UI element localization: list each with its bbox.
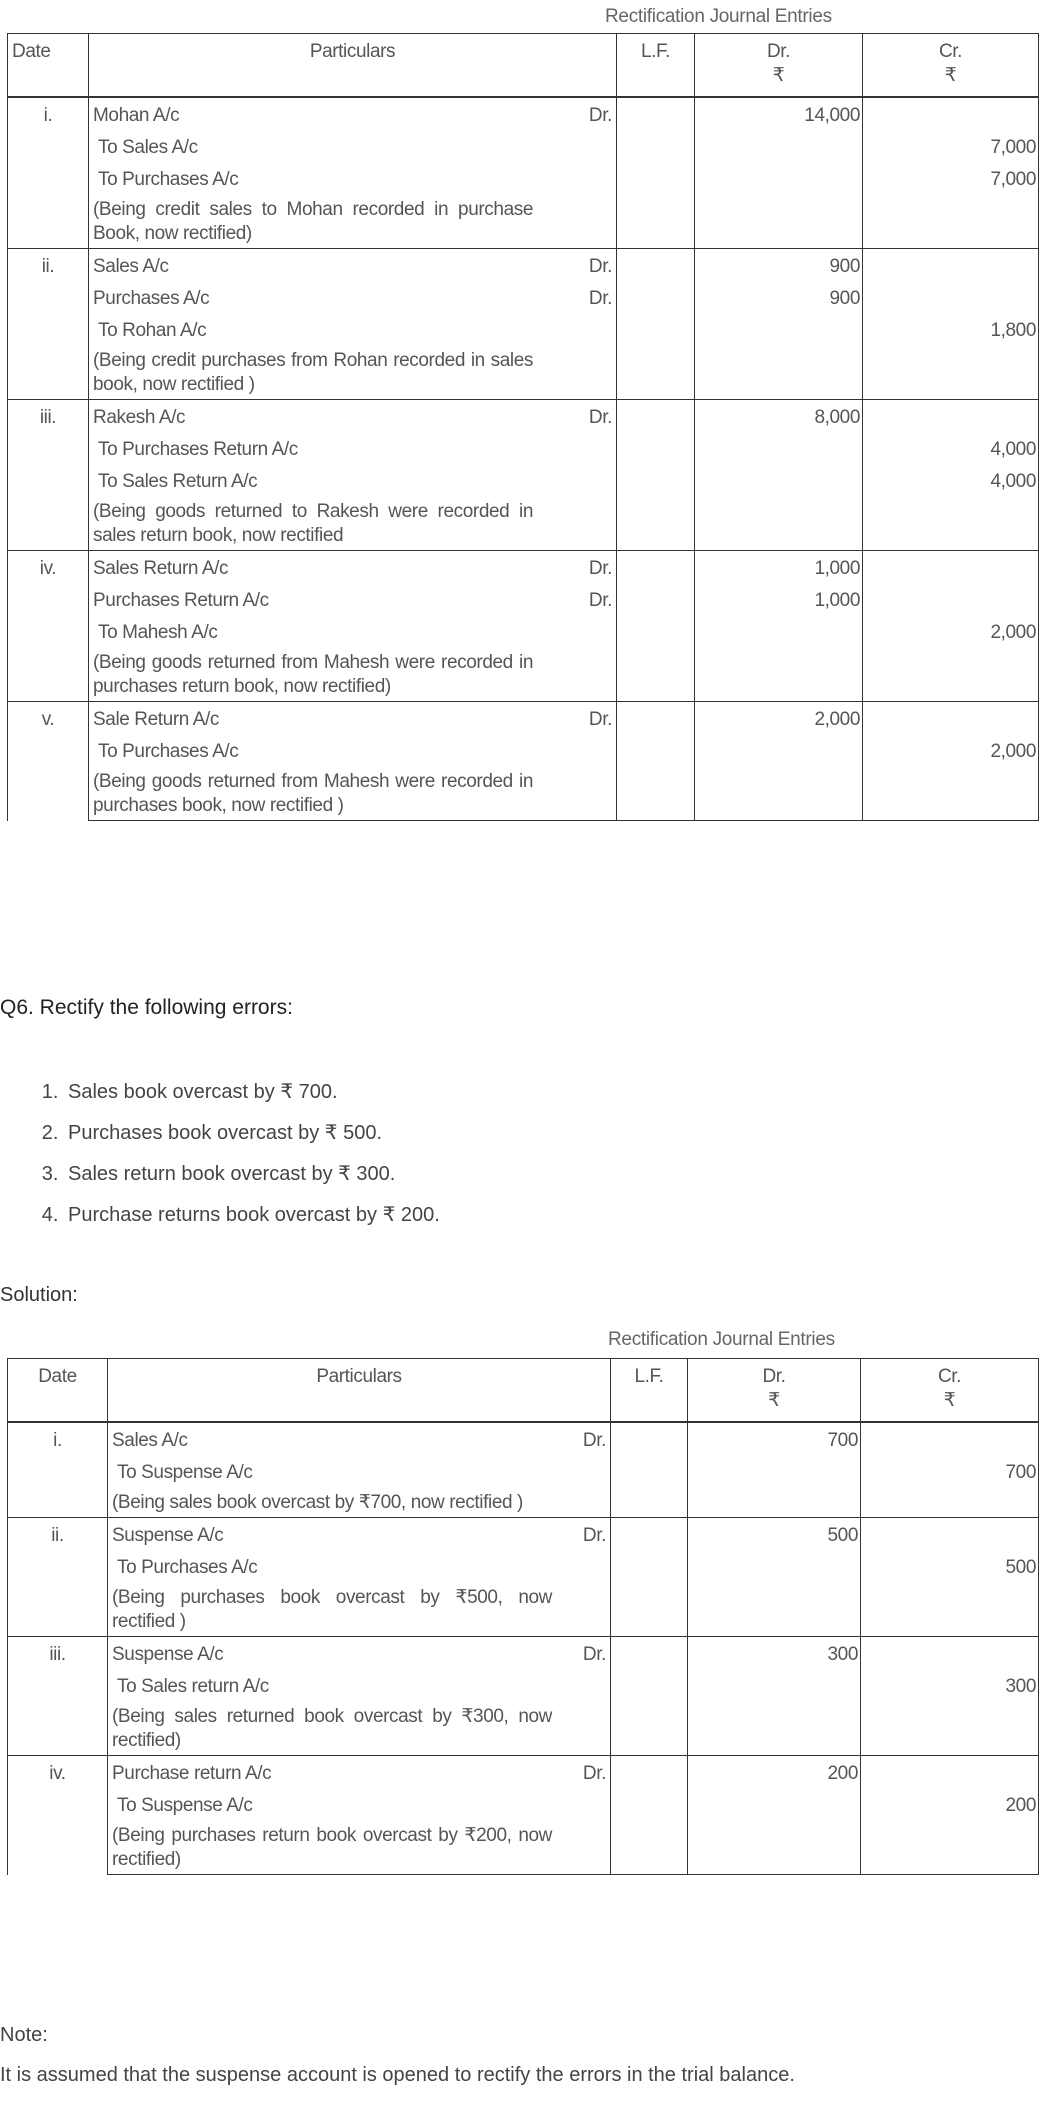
debit-amount: 14,000	[695, 97, 863, 134]
credit-amount	[861, 1422, 1039, 1459]
credit-amount: 7,000	[863, 134, 1039, 166]
table-row	[8, 587, 1039, 619]
particulars-cell	[89, 249, 617, 286]
debit-amount	[695, 436, 863, 468]
dr-mark: Dr.	[582, 1763, 606, 1784]
debit-cell	[688, 1824, 861, 1875]
dr-mark: Dr.	[588, 407, 612, 428]
debit-amount	[695, 317, 863, 349]
error-item: 3. Sales return book overcast by ₹ 300.	[64, 1154, 440, 1195]
entry-date: ii.	[8, 249, 89, 400]
credit-amount	[863, 249, 1039, 286]
account-name: Suspense A/c	[112, 1525, 224, 1546]
particulars-cell	[108, 1422, 611, 1459]
debit-cell	[695, 770, 863, 821]
debit-amount: 500	[688, 1518, 861, 1555]
dr-mark: Dr.	[588, 709, 612, 730]
table1-caption: Rectification Journal Entries	[605, 6, 832, 27]
account-name: Sales Return A/c	[93, 558, 229, 579]
lf-cell	[611, 1824, 688, 1875]
particulars-cell	[89, 97, 617, 134]
header-dr-label: Dr.	[766, 41, 791, 62]
debit-amount: 8,000	[695, 400, 863, 437]
narration-cell	[108, 1491, 611, 1518]
lf-cell	[617, 551, 695, 588]
narration-row	[8, 1491, 1039, 1518]
credit-amount: 1,800	[863, 317, 1039, 349]
particulars-cell	[108, 1673, 611, 1705]
narration-cell	[108, 1586, 611, 1637]
lf-cell	[617, 249, 695, 286]
table-row	[8, 1459, 1039, 1491]
narration: (Being goods returned from Mahesh were recorded in purchases book, now rectified )	[93, 771, 533, 816]
lf-cell	[617, 619, 695, 651]
dr-mark: Dr.	[588, 105, 612, 126]
debit-amount	[695, 134, 863, 166]
table-row	[8, 738, 1039, 770]
lf-cell	[611, 1586, 688, 1637]
credit-amount: 700	[861, 1459, 1039, 1491]
header-cr	[863, 34, 1039, 98]
narration: (Being sales returned book overcast by ₹300, now rectified)	[112, 1706, 552, 1751]
error-item: 1. Sales book overcast by ₹ 700.	[64, 1072, 440, 1113]
credit-cell	[863, 770, 1039, 821]
debit-amount: 2,000	[695, 702, 863, 739]
narration-cell	[89, 770, 617, 821]
table-row	[8, 702, 1039, 739]
lf-cell	[611, 1673, 688, 1705]
table-row	[8, 1792, 1039, 1824]
lf-cell	[617, 285, 695, 317]
journal-entry	[8, 1637, 1039, 1756]
lf-cell	[617, 500, 695, 551]
lf-cell	[611, 1792, 688, 1824]
particulars-cell	[89, 468, 617, 500]
account-name: To Suspense A/c	[117, 1462, 253, 1483]
account-name: Purchases A/c	[93, 288, 210, 309]
dr-mark: Dr.	[588, 590, 612, 611]
particulars-cell	[108, 1518, 611, 1555]
narration-cell	[89, 198, 617, 249]
table-row	[8, 619, 1039, 651]
account-name: To Sales A/c	[98, 137, 198, 158]
entry-date: ii.	[8, 1518, 108, 1637]
debit-cell	[695, 198, 863, 249]
narration: (Being goods returned from Mahesh were recorded in purchases return book, now rectified)	[93, 652, 533, 697]
header-dr	[695, 34, 863, 98]
account-name: Rakesh A/c	[93, 407, 186, 428]
particulars-cell	[89, 400, 617, 437]
narration: (Being sales book overcast by ₹700, now rectified )	[112, 1492, 523, 1513]
lf-cell	[617, 436, 695, 468]
narration-cell	[108, 1824, 611, 1875]
debit-amount: 300	[688, 1637, 861, 1674]
table-row	[8, 1756, 1039, 1793]
debit-amount	[688, 1459, 861, 1491]
credit-amount: 4,000	[863, 468, 1039, 500]
credit-amount: 4,000	[863, 436, 1039, 468]
particulars-cell	[89, 317, 617, 349]
credit-cell	[861, 1824, 1039, 1875]
table-row	[8, 400, 1039, 437]
lf-cell	[617, 198, 695, 249]
lf-cell	[617, 738, 695, 770]
debit-cell	[688, 1491, 861, 1518]
credit-amount: 200	[861, 1792, 1039, 1824]
particulars-cell	[108, 1756, 611, 1793]
header-lf: L.F.	[611, 1359, 688, 1423]
debit-amount	[695, 468, 863, 500]
lf-cell	[617, 134, 695, 166]
table2-caption: Rectification Journal Entries	[608, 1329, 835, 1350]
journal-entry	[8, 249, 1039, 400]
dr-mark: Dr.	[582, 1430, 606, 1451]
credit-cell	[863, 349, 1039, 400]
header-cr	[861, 1359, 1039, 1423]
credit-amount: 2,000	[863, 619, 1039, 651]
credit-amount: 7,000	[863, 166, 1039, 198]
particulars-cell	[89, 285, 617, 317]
entry-date: iii.	[8, 400, 89, 551]
table-row	[8, 1518, 1039, 1555]
narration-cell	[89, 349, 617, 400]
account-name: To Mahesh A/c	[98, 622, 218, 643]
narration-row	[8, 1586, 1039, 1637]
header-date: Date	[8, 34, 89, 98]
credit-amount	[861, 1518, 1039, 1555]
lf-cell	[611, 1554, 688, 1586]
debit-amount: 200	[688, 1756, 861, 1793]
lf-cell	[617, 468, 695, 500]
entry-date: iv.	[8, 551, 89, 702]
header-cr-label: Cr.	[938, 41, 963, 62]
debit-amount	[695, 619, 863, 651]
account-name: To Purchases A/c	[98, 169, 239, 190]
rupee-symbol: ₹	[943, 1390, 956, 1411]
narration-row	[8, 500, 1039, 551]
particulars-cell	[108, 1792, 611, 1824]
error-item: 4. Purchase returns book overcast by ₹ 200.	[64, 1195, 440, 1236]
narration-row	[8, 651, 1039, 702]
solution-label: Solution:	[0, 1284, 78, 1306]
error-list	[24, 1072, 440, 1236]
debit-cell	[695, 500, 863, 551]
narration: (Being purchases return book overcast by ₹200, now rectified)	[112, 1825, 552, 1870]
particulars-cell	[89, 587, 617, 619]
dr-mark: Dr.	[588, 288, 612, 309]
journal-entry	[8, 551, 1039, 702]
note-label: Note:	[0, 2024, 48, 2046]
account-name: To Sales return A/c	[117, 1676, 269, 1697]
narration-row	[8, 198, 1039, 249]
debit-amount	[695, 166, 863, 198]
table-header-row	[8, 1359, 1039, 1423]
debit-amount	[688, 1673, 861, 1705]
account-name: To Purchases Return A/c	[98, 439, 298, 460]
debit-amount: 900	[695, 249, 863, 286]
account-name: Sale Return A/c	[93, 709, 220, 730]
lf-cell	[617, 317, 695, 349]
table-row	[8, 1637, 1039, 1674]
table-row	[8, 285, 1039, 317]
narration: (Being credit purchases from Rohan recorded in sales book, now rectified )	[93, 350, 533, 395]
table-row	[8, 551, 1039, 588]
credit-amount	[863, 551, 1039, 588]
credit-amount	[863, 400, 1039, 437]
journal-entry	[8, 1518, 1039, 1637]
credit-amount	[863, 702, 1039, 739]
narration-row	[8, 770, 1039, 821]
credit-amount: 500	[861, 1554, 1039, 1586]
header-cr-label: Cr.	[937, 1366, 962, 1387]
table-row	[8, 468, 1039, 500]
table-row	[8, 317, 1039, 349]
account-name: Suspense A/c	[112, 1644, 224, 1665]
narration: (Being goods returned to Rakesh were recorded in sales return book, now rectified	[93, 501, 533, 546]
dr-mark: Dr.	[588, 256, 612, 277]
particulars-cell	[108, 1554, 611, 1586]
table-row	[8, 134, 1039, 166]
error-item: 2. Purchases book overcast by ₹ 500.	[64, 1113, 440, 1154]
header-dr	[688, 1359, 861, 1423]
debit-amount: 1,000	[695, 587, 863, 619]
debit-amount: 1,000	[695, 551, 863, 588]
lf-cell	[617, 702, 695, 739]
lf-cell	[611, 1756, 688, 1793]
dr-mark: Dr.	[582, 1644, 606, 1665]
particulars-cell	[108, 1637, 611, 1674]
header-particulars: Particulars	[108, 1359, 611, 1423]
credit-amount	[863, 97, 1039, 134]
narration-row	[8, 1824, 1039, 1875]
account-name: Sales A/c	[112, 1430, 188, 1451]
header-particulars: Particulars	[89, 34, 617, 98]
entry-date: iii.	[8, 1637, 108, 1756]
debit-cell	[695, 349, 863, 400]
credit-amount	[861, 1756, 1039, 1793]
lf-cell	[611, 1491, 688, 1518]
debit-cell	[688, 1705, 861, 1756]
journal-entry	[8, 400, 1039, 551]
account-name: Purchases Return A/c	[93, 590, 269, 611]
debit-amount	[688, 1792, 861, 1824]
particulars-cell	[89, 134, 617, 166]
credit-amount	[863, 285, 1039, 317]
particulars-cell	[108, 1459, 611, 1491]
debit-cell	[695, 651, 863, 702]
debit-amount	[688, 1554, 861, 1586]
narration-cell	[89, 500, 617, 551]
table-row	[8, 166, 1039, 198]
lf-cell	[611, 1705, 688, 1756]
particulars-cell	[89, 738, 617, 770]
credit-cell	[863, 500, 1039, 551]
lf-cell	[617, 400, 695, 437]
dr-mark: Dr.	[582, 1525, 606, 1546]
rupee-symbol: ₹	[772, 65, 785, 86]
narration-row	[8, 349, 1039, 400]
credit-cell	[861, 1491, 1039, 1518]
credit-cell	[861, 1705, 1039, 1756]
account-name: Purchase return A/c	[112, 1763, 272, 1784]
journal-entry	[8, 1756, 1039, 1875]
header-dr-label: Dr.	[762, 1366, 786, 1387]
lf-cell	[617, 770, 695, 821]
debit-amount: 700	[688, 1422, 861, 1459]
account-name: To Rohan A/c	[98, 320, 207, 341]
table-row	[8, 1422, 1039, 1459]
lf-cell	[611, 1459, 688, 1491]
lf-cell	[617, 97, 695, 134]
rupee-symbol: ₹	[768, 1390, 780, 1411]
journal-entry	[8, 1422, 1039, 1518]
account-name: To Purchases A/c	[98, 741, 239, 762]
particulars-cell	[89, 702, 617, 739]
credit-amount	[861, 1637, 1039, 1674]
credit-amount: 2,000	[863, 738, 1039, 770]
credit-amount	[863, 587, 1039, 619]
table-row	[8, 1673, 1039, 1705]
entry-date: i.	[8, 97, 89, 249]
lf-cell	[611, 1422, 688, 1459]
narration: (Being purchases book overcast by ₹500, now rectified )	[112, 1587, 552, 1632]
account-name: Sales A/c	[93, 256, 169, 277]
lf-cell	[617, 651, 695, 702]
journal-entry	[8, 702, 1039, 821]
narration-cell	[89, 651, 617, 702]
note-text: It is assumed that the suspense account is opened to rectify the errors in the trial balance.	[0, 2064, 795, 2086]
entry-date: i.	[8, 1422, 108, 1518]
rupee-symbol: ₹	[944, 65, 957, 86]
journal-table-1	[7, 33, 1039, 821]
debit-cell	[688, 1586, 861, 1637]
debit-amount: 900	[695, 285, 863, 317]
dr-mark: Dr.	[588, 558, 612, 579]
account-name: To Suspense A/c	[117, 1795, 253, 1816]
credit-amount: 300	[861, 1673, 1039, 1705]
header-lf: L.F.	[617, 34, 695, 98]
table-row	[8, 249, 1039, 286]
lf-cell	[611, 1518, 688, 1555]
journal-entry	[8, 97, 1039, 249]
account-name: To Purchases A/c	[117, 1557, 258, 1578]
narration-row	[8, 1705, 1039, 1756]
credit-cell	[863, 198, 1039, 249]
particulars-cell	[89, 436, 617, 468]
question-title: Q6. Rectify the following errors:	[0, 996, 293, 1019]
credit-cell	[861, 1586, 1039, 1637]
table-row	[8, 1554, 1039, 1586]
table-row	[8, 436, 1039, 468]
table-header-row	[8, 34, 1039, 98]
narration: (Being credit sales to Mohan recorded in purchase Book, now rectified)	[93, 199, 533, 244]
lf-cell	[617, 166, 695, 198]
header-date: Date	[8, 1359, 108, 1423]
account-name: Mohan A/c	[93, 105, 180, 126]
journal-table-2	[7, 1358, 1039, 1875]
entry-date: v.	[8, 702, 89, 821]
credit-cell	[863, 651, 1039, 702]
particulars-cell	[89, 166, 617, 198]
lf-cell	[617, 587, 695, 619]
lf-cell	[617, 349, 695, 400]
debit-amount	[695, 738, 863, 770]
entry-date: iv.	[8, 1756, 108, 1875]
account-name: To Sales Return A/c	[98, 471, 258, 492]
narration-cell	[108, 1705, 611, 1756]
table-row	[8, 97, 1039, 134]
lf-cell	[611, 1637, 688, 1674]
particulars-cell	[89, 619, 617, 651]
particulars-cell	[89, 551, 617, 588]
